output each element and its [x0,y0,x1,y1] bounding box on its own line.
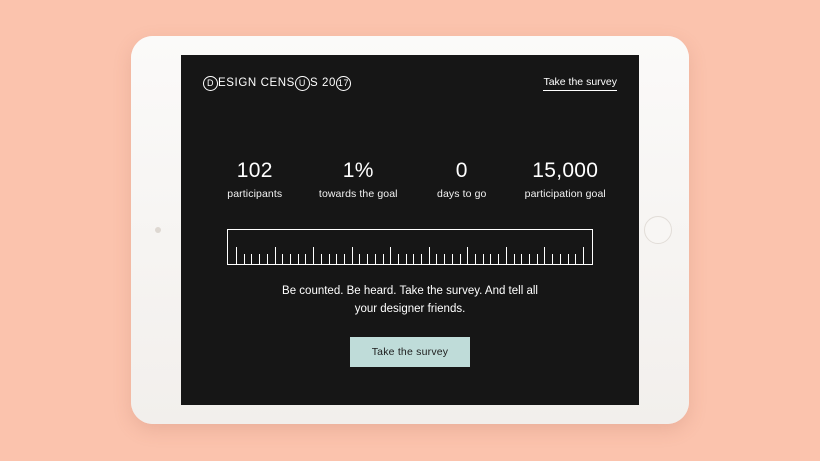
ruler-tick [329,254,330,264]
stats-row [203,159,617,200]
tablet-screen [181,55,639,405]
ruler-tick [375,254,376,264]
ruler-tick [336,254,337,264]
ruler-tick [429,247,430,264]
ruler-tick [344,254,345,264]
tagline-line-2: your designer friends. [354,302,466,315]
stat-label: participants [227,188,283,201]
logo-letter-d: D [203,76,218,91]
ruler-tick [514,254,515,264]
stat-value: 1% [342,159,374,182]
header-take-survey-link[interactable]: Take the survey [543,76,617,91]
ruler-tick [236,247,237,264]
tablet-device [131,36,689,424]
stat-days-to-go [410,159,514,200]
stat-value: 15,000 [532,159,599,182]
ruler-tick [298,254,299,264]
site-header [181,73,639,93]
tagline [241,283,579,319]
ruler-tick [444,254,445,264]
cta-container [181,337,639,367]
ruler-tick [568,254,569,264]
ruler-tick [267,254,268,264]
ruler-tick [521,254,522,264]
ruler-tick [490,254,491,264]
ruler-tick [452,254,453,264]
logo-year-17: 17 [336,76,351,91]
ruler-tick [290,254,291,264]
ruler-tick [383,254,384,264]
ruler-tick [436,254,437,264]
ruler-tick [398,254,399,264]
ruler-tick [552,254,553,264]
ruler-tick [506,247,507,264]
ruler-tick [359,254,360,264]
progress-ruler [227,229,593,265]
stat-label: towards the goal [318,188,398,201]
ruler-tick [467,247,468,264]
ruler-tick [305,254,306,264]
ruler-tick [475,254,476,264]
ruler-tick [321,254,322,264]
tagline-line-1: Be counted. Be heard. Take the survey. And tell all [282,285,538,297]
ruler-tick [413,254,414,264]
logo-text-1: ESIGN CENS [218,77,295,89]
ruler-tick [244,254,245,264]
ruler-tick [498,254,499,264]
ruler-tick [575,254,576,264]
stat-label: days to go [437,188,487,201]
stat-participation-goal [514,159,618,200]
ruler-tick [282,254,283,264]
ruler-tick [537,254,538,264]
ruler-tick [406,254,407,264]
ruler-tick [583,247,584,264]
ruler-tick [352,247,353,264]
ruler-tick [544,247,545,264]
stat-participants [203,159,307,200]
ruler-tick [275,247,276,264]
home-button[interactable] [644,216,672,244]
ruler-ticks [228,228,592,264]
ruler-tick [251,254,252,264]
ruler-tick [560,254,561,264]
ruler-tick [460,254,461,264]
ruler-tick [390,247,391,264]
camera-icon [155,227,161,233]
logo-text-2: S 20 [309,77,336,89]
stat-label: participation goal [524,188,606,201]
ruler-tick [529,254,530,264]
stat-towards-goal [307,159,411,200]
stat-value: 0 [455,159,468,182]
take-survey-button[interactable]: Take the survey [350,337,471,367]
logo-letter-u: U [295,76,310,91]
stat-value: 102 [236,159,273,182]
site-logo [203,76,351,91]
ruler-tick [367,254,368,264]
ruler-tick [259,254,260,264]
ruler-tick [421,254,422,264]
ruler-tick [483,254,484,264]
ruler-tick [313,247,314,264]
